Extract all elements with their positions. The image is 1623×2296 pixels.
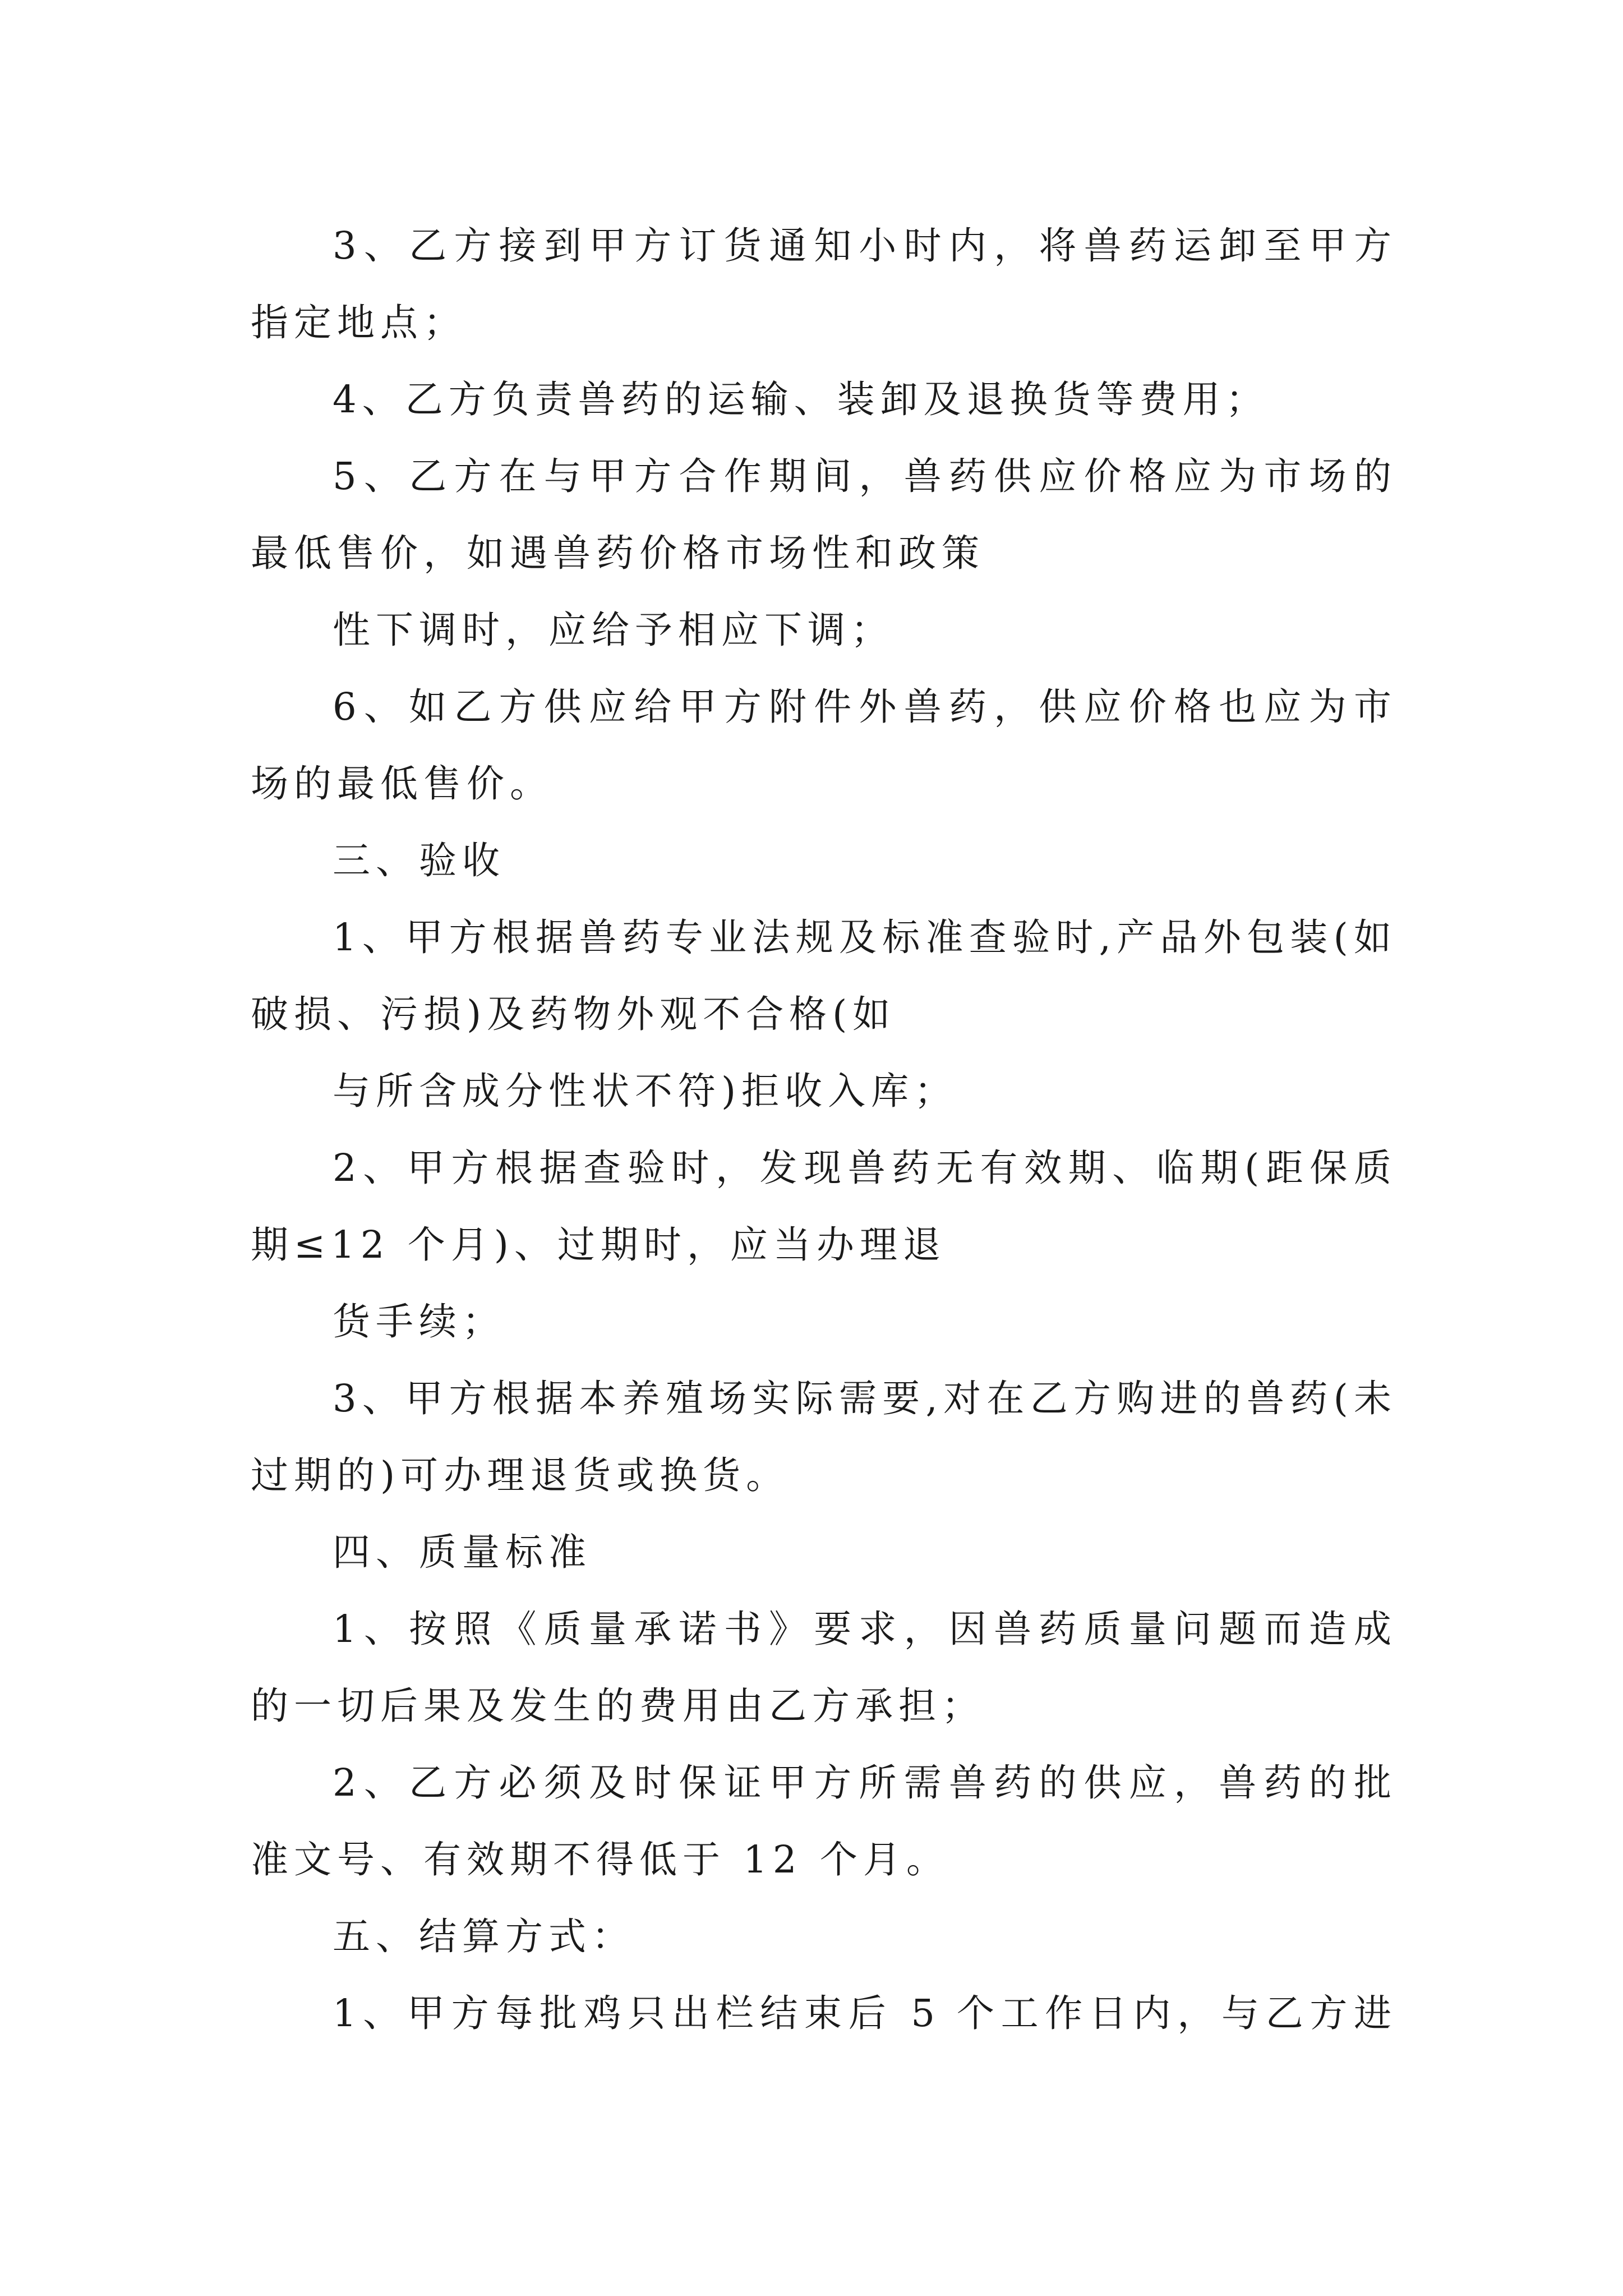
paragraph-line: 期≤12 个月)、过期时，应当办理退 — [251, 1223, 946, 1267]
paragraph-line: 场的最低售价。 — [251, 762, 553, 806]
paragraph-line: 与所含成分性状不符)拒收入库； — [333, 1069, 958, 1113]
paragraph-line: 破损、污损)及药物外观不合格(如 — [251, 992, 896, 1036]
paragraph-line: 1、按照《质量承诺书》要求，因兽药质量问题而造成 — [333, 1607, 1395, 1651]
paragraph-line: 1、甲方根据兽药专业法规及标准查验时,产品外包装(如 — [333, 915, 1395, 959]
paragraph-line: 准文号、有效期不得低于 12 个月。 — [251, 1838, 949, 1881]
paragraph-line: 最低售价，如遇兽药价格市场性和政策 — [251, 531, 985, 575]
section-heading: 四、质量标准 — [333, 1530, 592, 1574]
section-heading: 三、验收 — [333, 839, 505, 882]
paragraph-line: 2、甲方根据查验时，发现兽药无有效期、临期(距保质 — [333, 1146, 1395, 1190]
paragraph-line: 4、乙方负责兽药的运输、装卸及退换货等费用； — [333, 378, 1269, 421]
paragraph-line: 货手续； — [333, 1300, 505, 1343]
paragraph-line: 性下调时，应给予相应下调； — [333, 608, 894, 652]
paragraph-line: 指定地点； — [251, 301, 467, 344]
paragraph-line: 3、乙方接到甲方订货通知小时内，将兽药运卸至甲方 — [333, 224, 1395, 268]
paragraph-line: 6、如乙方供应给甲方附件外兽药，供应价格也应为市 — [333, 685, 1395, 729]
paragraph-line: 2、乙方必须及时保证甲方所需兽药的供应，兽药的批 — [333, 1761, 1395, 1805]
paragraph-line: 5、乙方在与甲方合作期间，兽药供应价格应为市场的 — [333, 454, 1395, 498]
paragraph-line: 的一切后果及发生的费用由乙方承担； — [251, 1684, 985, 1728]
paragraph-line: 过期的)可办理退货或换货。 — [251, 1453, 790, 1497]
paragraph-line: 3、甲方根据本养殖场实际需要,对在乙方购进的兽药(未 — [333, 1377, 1395, 1420]
section-heading: 五、结算方式： — [333, 1915, 635, 1958]
paragraph-line: 1、甲方每批鸡只出栏结束后 5 个工作日内，与乙方进 — [333, 1991, 1395, 2035]
